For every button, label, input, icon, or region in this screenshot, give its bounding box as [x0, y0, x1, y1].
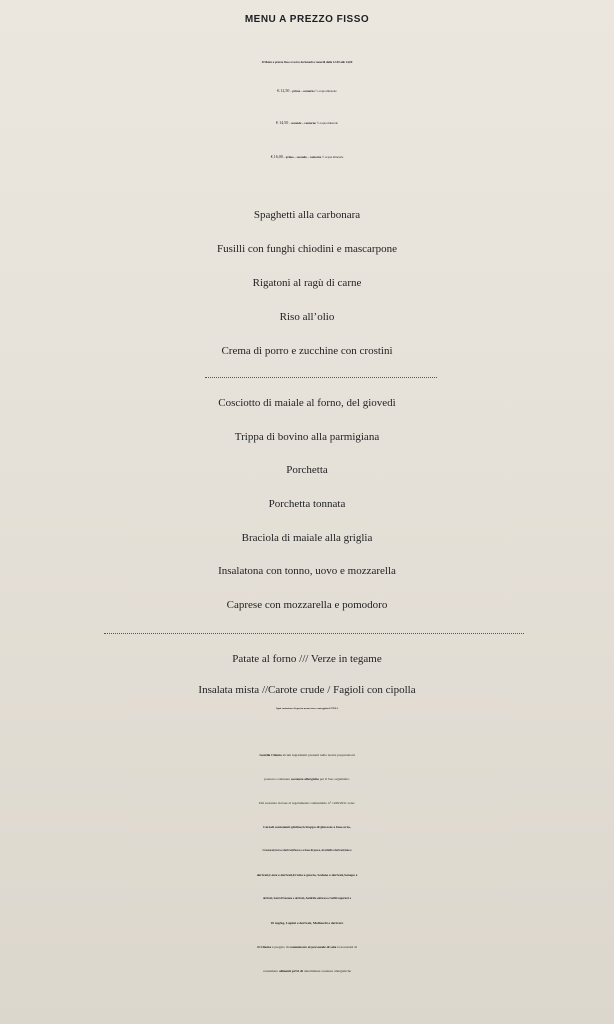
allergen-text: consumare — [262, 969, 279, 973]
side-dish-item: Insalata mista //Carote crude / Fagioli con cipolla — [198, 684, 416, 696]
allergen-text-bold: alimenti privi di — [278, 969, 304, 973]
allergen-list-line: derivati, Semi di Sesamo e derivati, Anidride solforosa e Solfiti superiori a — [262, 897, 352, 900]
allergen-line-2 — [0, 768, 614, 791]
extra-note: Ogni variazione di questo menu viene conteggiata EXTRA — [275, 707, 339, 710]
allergen-text: la necessità di — [336, 945, 357, 949]
section-divider — [104, 633, 524, 634]
dish-item: Crema di porro e zucchine con crostini — [221, 345, 393, 357]
dish-item: Cosciotto di maiale al forno, del giovedì — [218, 397, 396, 409]
allergen-line-3: Tali sostanze in base al regolamento comunitario n° 1169/2011 sono: — [258, 801, 356, 805]
allergen-text-bold: Il Cliente — [257, 945, 272, 949]
price-water: ½ acqua minerale — [315, 121, 338, 125]
allergen-text: per il Suo organismo. — [318, 777, 350, 781]
side-dish-item: Patate al forno /// Verze in tegame — [232, 653, 382, 665]
price-amount: € 14,50 — [276, 120, 289, 125]
price-water: ½ acqua minerale — [314, 89, 337, 93]
price-courses: secondo – contorno — [291, 121, 316, 125]
dish-item: Porchetta tonnata — [268, 498, 346, 510]
allergen-text-bold: comunicare al personale di sala — [289, 945, 337, 949]
price-row-1 — [0, 88, 614, 93]
allergen-line-4 — [0, 936, 614, 959]
price-sep: – — [282, 155, 286, 159]
price-courses: primo – secondo – contorno — [285, 155, 322, 159]
price-sep: – — [288, 121, 292, 125]
allergen-list-line: derivati,Latte e derivati,Frutta a guscio, Sedano e derivati,Senape e — [256, 873, 358, 877]
dish-item: Porchetta — [286, 464, 328, 476]
dish-item: Fusilli con funghi chiodini e mascarpone — [217, 243, 397, 255]
dish-item: Caprese con mozzarella e pomodoro — [226, 599, 388, 611]
menu-title: MENU A PREZZO FISSO — [244, 14, 370, 25]
dish-item: Trippa di bovino alla parmigiana — [234, 431, 380, 443]
dish-item: Spaghetti alla carbonara — [253, 209, 361, 221]
dish-item: Riso all’olio — [279, 311, 335, 323]
price-amount: €.12,50 — [277, 88, 290, 93]
allergen-text-bold: sostanze allergiche — [290, 777, 319, 781]
dish-item: Braciola di maiale alla griglia — [241, 532, 373, 544]
allergen-text: determinate sostanze allergeniche — [303, 969, 352, 973]
price-sep: – — [289, 89, 293, 93]
section-divider — [205, 377, 437, 378]
allergen-text: è pregato di — [271, 945, 290, 949]
price-row-3 — [0, 154, 614, 159]
dish-item: Insalatona con tonno, uovo e mozzarella — [218, 565, 396, 577]
allergen-list-line: 10 mg/kg, Lupini e derivati, Molluschi e derivati. — [270, 921, 344, 925]
allergen-list-line: Cereali contenenti glutine,Sciroppo di glucosio a base orzo, — [263, 825, 351, 829]
allergen-text-bold: Gentile Cliente — [259, 753, 282, 757]
dish-item: Rigatoni al ragù di carne — [252, 277, 362, 289]
price-amount: €.16,00 — [270, 154, 283, 159]
price-row-2 — [0, 120, 614, 125]
allergen-line-5 — [0, 960, 614, 983]
serving-hours: Il Menu a prezzo fisso si serve da lunedì a venerdì dalle 12.00 alle 14,00 — [261, 60, 353, 64]
allergen-text: possono contenere — [264, 777, 291, 781]
price-water: ½ acqua minerale — [321, 155, 344, 159]
allergen-line-1 — [0, 744, 614, 767]
price-courses: primo – contorno — [292, 89, 315, 93]
allergen-text: alcuni ingredienti presenti nelle nostre preparazioni — [281, 753, 355, 757]
allergen-list-line: Crostacei,Uova e derivati,Pesce e a base di pesce, Arachidi e derivati,Soia e — [262, 849, 352, 852]
